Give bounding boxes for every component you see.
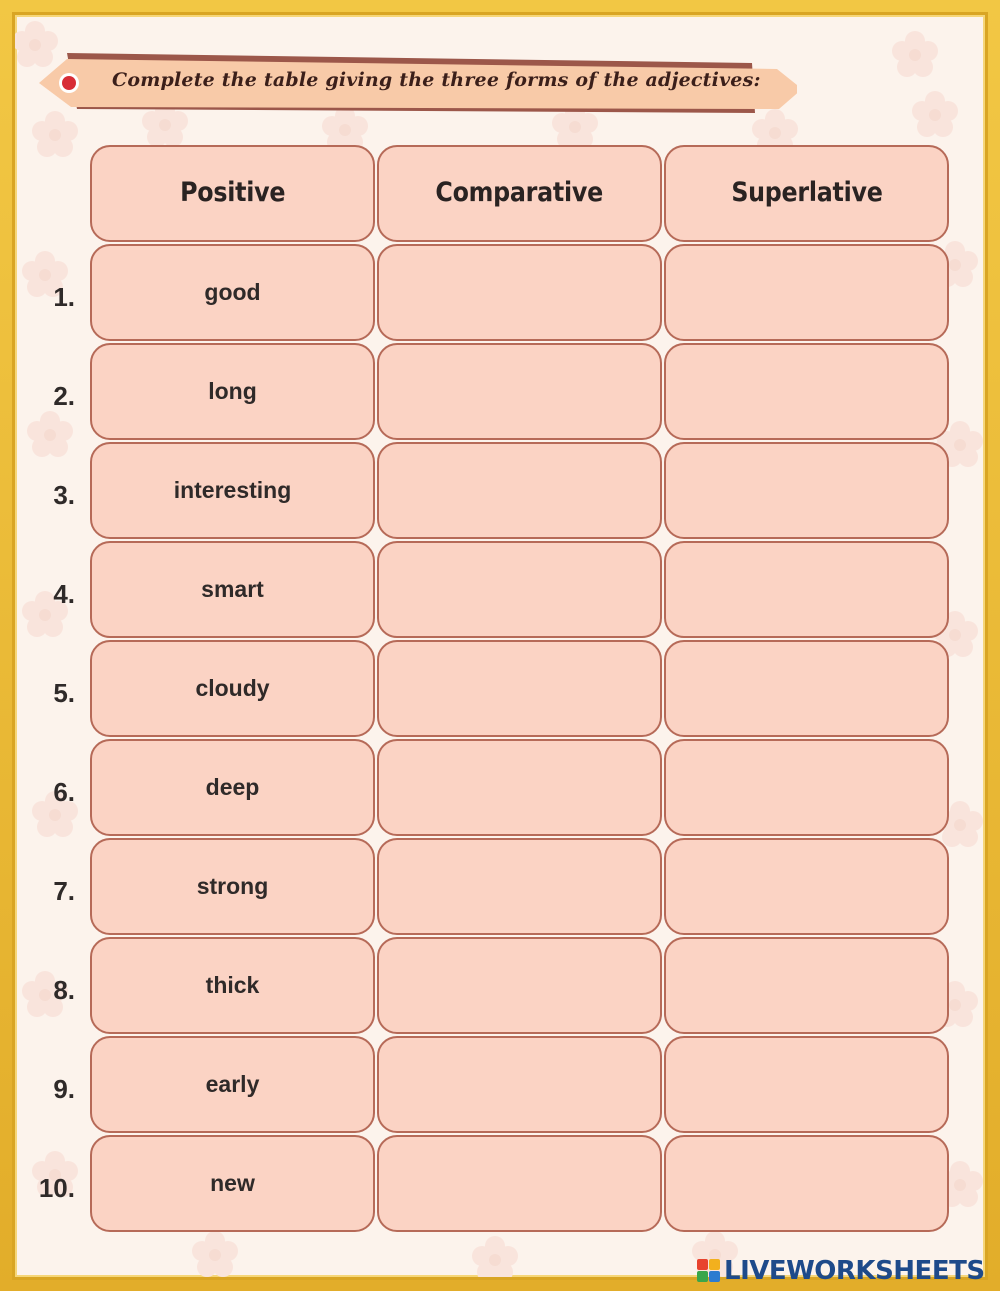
- superlative-cell: [664, 1135, 949, 1232]
- positive-word: deep: [205, 774, 260, 800]
- row-number: 9.: [53, 1074, 75, 1104]
- logo-square: [697, 1271, 708, 1282]
- table-row: [90, 541, 970, 640]
- row-number: 4.: [53, 579, 75, 609]
- comparative-answer-input[interactable]: [391, 561, 648, 619]
- comparative-cell: [377, 1135, 662, 1232]
- positive-word: smart: [201, 576, 264, 602]
- logo-square: [709, 1259, 720, 1270]
- comparative-cell: [377, 1036, 662, 1133]
- positive-word: long: [208, 378, 257, 404]
- superlative-cell: [664, 343, 949, 440]
- positive-cell: [90, 838, 375, 935]
- superlative-cell: [664, 838, 949, 935]
- superlative-answer-input[interactable]: [678, 957, 935, 1015]
- table-row: [90, 838, 970, 937]
- header-label: Comparative: [435, 177, 604, 208]
- superlative-answer-input[interactable]: [678, 363, 935, 421]
- superlative-cell: [664, 442, 949, 539]
- comparative-cell: [377, 838, 662, 935]
- superlative-answer-input[interactable]: [678, 561, 935, 619]
- comparative-answer-input[interactable]: [391, 264, 648, 322]
- header-label: Superlative: [730, 177, 883, 208]
- logo-square: [709, 1271, 720, 1282]
- liveworksheets-logo-icon: [697, 1259, 721, 1283]
- comparative-cell: [377, 244, 662, 341]
- superlative-cell: [664, 937, 949, 1034]
- table-row: [90, 640, 970, 739]
- table-row: [90, 244, 970, 343]
- table-row: [90, 1135, 970, 1234]
- comparative-cell: [377, 640, 662, 737]
- superlative-cell: [664, 739, 949, 836]
- table-row: [90, 442, 970, 541]
- liveworksheets-logo: [697, 1256, 985, 1286]
- instruction-banner: [37, 51, 797, 121]
- comparative-cell: [377, 343, 662, 440]
- positive-cell: [90, 541, 375, 638]
- positive-word: good: [204, 279, 261, 305]
- header-label: Positive: [179, 177, 286, 208]
- comparative-cell: [377, 739, 662, 836]
- table-row: [90, 937, 970, 1036]
- positive-cell: [90, 640, 375, 737]
- header-comparative: [377, 145, 662, 242]
- comparative-answer-input[interactable]: [391, 1155, 648, 1213]
- superlative-answer-input[interactable]: [678, 1056, 935, 1114]
- superlative-answer-input[interactable]: [678, 858, 935, 916]
- positive-cell: [90, 1135, 375, 1232]
- table-row: [90, 1036, 970, 1135]
- superlative-answer-input[interactable]: [678, 660, 935, 718]
- row-number: 1.: [53, 282, 75, 312]
- positive-cell: [90, 244, 375, 341]
- row-number: 3.: [53, 480, 75, 510]
- positive-word: early: [205, 1071, 260, 1097]
- positive-cell: [90, 343, 375, 440]
- comparative-cell: [377, 541, 662, 638]
- positive-word: thick: [205, 972, 260, 998]
- table-header-row: [90, 145, 970, 244]
- superlative-cell: [664, 1036, 949, 1133]
- brand-text: LIVEWORKSHEETS: [724, 1256, 985, 1286]
- superlative-answer-input[interactable]: [678, 462, 935, 520]
- superlative-answer-input[interactable]: [678, 759, 935, 817]
- header-positive: [90, 145, 375, 242]
- comparative-answer-input[interactable]: [391, 363, 648, 421]
- comparative-answer-input[interactable]: [391, 759, 648, 817]
- positive-cell: [90, 937, 375, 1034]
- row-number: 7.: [53, 876, 75, 906]
- comparative-answer-input[interactable]: [391, 462, 648, 520]
- row-number: 8.: [53, 975, 75, 1005]
- comparative-answer-input[interactable]: [391, 858, 648, 916]
- row-number: 2.: [53, 381, 75, 411]
- comparative-cell: [377, 937, 662, 1034]
- superlative-cell: [664, 640, 949, 737]
- table-row: [90, 343, 970, 442]
- comparative-answer-input[interactable]: [391, 957, 648, 1015]
- positive-cell: [90, 442, 375, 539]
- instruction-text: Complete the table giving the three forms of the adjectives:: [112, 69, 761, 91]
- row-number: 6.: [53, 777, 75, 807]
- row-number: 10.: [38, 1173, 75, 1203]
- comparative-cell: [377, 442, 662, 539]
- superlative-cell: [664, 244, 949, 341]
- superlative-cell: [664, 541, 949, 638]
- header-superlative: [664, 145, 949, 242]
- comparative-answer-input[interactable]: [391, 660, 648, 718]
- comparative-answer-input[interactable]: [391, 1056, 648, 1114]
- superlative-answer-input[interactable]: [678, 1155, 935, 1213]
- positive-word: new: [210, 1170, 255, 1196]
- logo-square: [697, 1259, 708, 1270]
- positive-word: strong: [196, 873, 269, 899]
- table-row: [90, 739, 970, 838]
- positive-word: cloudy: [195, 675, 270, 701]
- positive-word: interesting: [173, 477, 292, 503]
- row-number: 5.: [53, 678, 75, 708]
- superlative-answer-input[interactable]: [678, 264, 935, 322]
- positive-cell: [90, 1036, 375, 1133]
- positive-cell: [90, 739, 375, 836]
